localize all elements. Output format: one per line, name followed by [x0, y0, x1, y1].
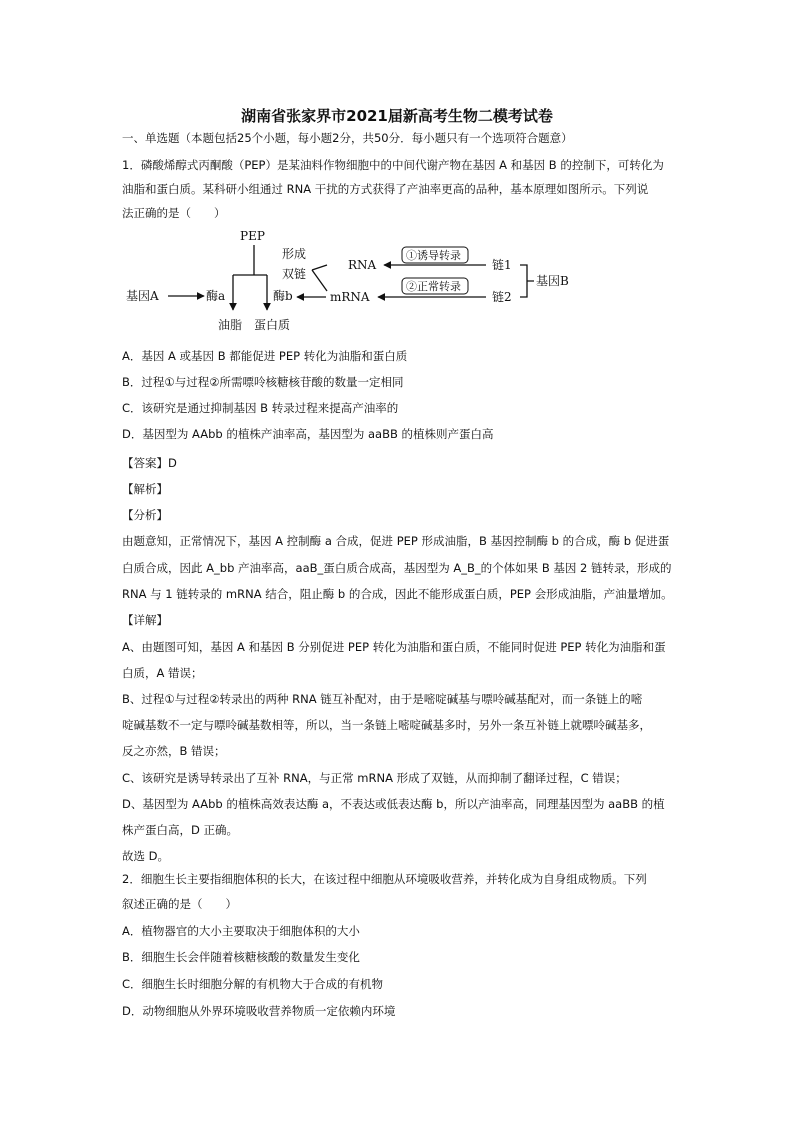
double-strand-tie-upper — [312, 265, 327, 270]
q2-stem-line: 叙述正确的是（ ） — [122, 897, 237, 911]
detail-line: C、该研究是诱导转录出了互补 RNA，与正常 mRNA 形成了双链，从而抑制了翻译过程，C 错误； — [122, 771, 627, 785]
protein-label: 蛋白质 — [254, 318, 291, 332]
q1-option-c: C．该研究是通过抑制基因 B 转录过程来提高产油率的 — [122, 401, 399, 415]
q1-option-a: A．基因 A 或基因 B 都能促进 PEP 转化为油脂和蛋白质 — [122, 349, 408, 363]
q1-stem-line: 法正确的是（ ） — [122, 206, 226, 220]
q2-option-a: A．植物器官的大小主要取决于细胞体积的大小 — [122, 924, 360, 938]
pep-label: PEP — [240, 229, 265, 243]
process-2-label: ②正常转录 — [406, 280, 461, 293]
gene-b-label: 基因B — [536, 274, 569, 288]
fenxi-line: RNA 与 1 链转录的 mRNA 结合，阻止酶 b 的合成，因此不能形成蛋白质，PEP 会形成油脂，产油量增加。 — [122, 587, 673, 601]
strand-2-label: 链2 — [492, 290, 512, 304]
q1-option-b: B．过程①与过程②所需嘌呤核糖核苷酸的数量一定相同 — [122, 375, 404, 389]
q2-option-c: C．细胞生长时细胞分解的有机物大于合成的有机物 — [122, 977, 384, 991]
fenxi-line: 由题意知，正常情况下，基因 A 控制酶 a 合成，促进 PEP 形成油脂，B 基因控制酶 b 的合成，酶 b 促进蛋 — [122, 534, 670, 548]
process-1-label: ①诱导转录 — [406, 249, 461, 262]
strand-1-label: 链1 — [492, 258, 512, 272]
detail-line: 反之亦然，B 错误； — [122, 744, 226, 758]
gene-a-label: 基因A — [126, 289, 159, 303]
detail-conclusion: 故选 D。 — [122, 849, 170, 863]
fenxi-line: 白质合成，因此 A_bb 产油率高，aaB_蛋白质合成高，基因型为 A_B_的个体如果 B 基因 2 链转录，形成的 — [122, 561, 672, 575]
rna-label: RNA — [348, 258, 377, 272]
rna-interference-diagram — [122, 228, 602, 336]
detail-line: 株产蛋白高，D 正确。 — [122, 823, 239, 837]
answer-line: 【答案】D — [122, 456, 177, 470]
form-label: 形成 — [282, 247, 307, 261]
double-strand-tie-lower — [312, 270, 327, 291]
q1-option-d: D．基因型为 AAbb 的植株产油率高，基因型为 aaBB 的植株则产蛋白高 — [122, 427, 494, 441]
detail-line: 白质，A 错误； — [122, 666, 203, 680]
page-title: 湖南省张家界市2021届新高考生物二模考试卷 — [241, 107, 553, 125]
detail-heading: 【详解】 — [122, 613, 168, 627]
q2-option-b: B．细胞生长会伴随着核糖核酸的数量发生变化 — [122, 950, 360, 964]
enzyme-a-label: 酶a — [206, 289, 226, 303]
fenxi-heading: 【分析】 — [122, 508, 168, 522]
detail-line: D、基因型为 AAbb 的植株高效表达酶 a，不表达或低表达酶 b，所以产油率高，同理基因型为 aaBB 的植 — [122, 797, 665, 811]
detail-line: 啶碱基数不一定与嘌呤碱基数相等，所以，当一条链上嘧啶碱基多时，另外一条互补链上就嘌呤碱基多， — [122, 718, 651, 732]
section-heading: 一、单选题（本题包括25个小题，每小题2分，共50分．每小题只有一个选项符合题意） — [122, 131, 573, 145]
oil-label: 油脂 — [218, 318, 243, 332]
mrna-label: mRNA — [330, 290, 370, 304]
detail-line: A、由题图可知，基因 A 和基因 B 分别促进 PEP 转化为油脂和蛋白质，不能同时促进 PEP 转化为油脂和蛋 — [122, 640, 666, 654]
q2-option-d: D．动物细胞从外界环境吸收营养物质一定依赖内环境 — [122, 1004, 396, 1018]
detail-line: B、过程①与过程②转录出的两种 RNA 链互补配对，由于是嘧啶碱基与嘌呤碱基配对，而一条链上的嘧 — [122, 692, 643, 706]
enzyme-b-label: 酶b — [273, 289, 293, 303]
q1-stem-line: 油脂和蛋白质。某科研小组通过 RNA 干扰的方式获得了产油率更高的品种，基本原理如图所示。下列说 — [122, 182, 649, 196]
double-strand-label: 双链 — [282, 267, 307, 281]
q2-stem-line: 2．细胞生长主要指细胞体积的长大，在该过程中细胞从环境吸收营养，并转化成为自身组成物质。下列 — [122, 872, 647, 886]
q1-stem-line: 1．磷酸烯醇式丙酮酸（PEP）是某油料作物细胞中的中间代谢产物在基因 A 和基因 B 的控制下，可转化为 — [122, 158, 664, 172]
analysis-heading: 【解析】 — [122, 482, 168, 496]
gene-b-bracket — [520, 265, 534, 297]
